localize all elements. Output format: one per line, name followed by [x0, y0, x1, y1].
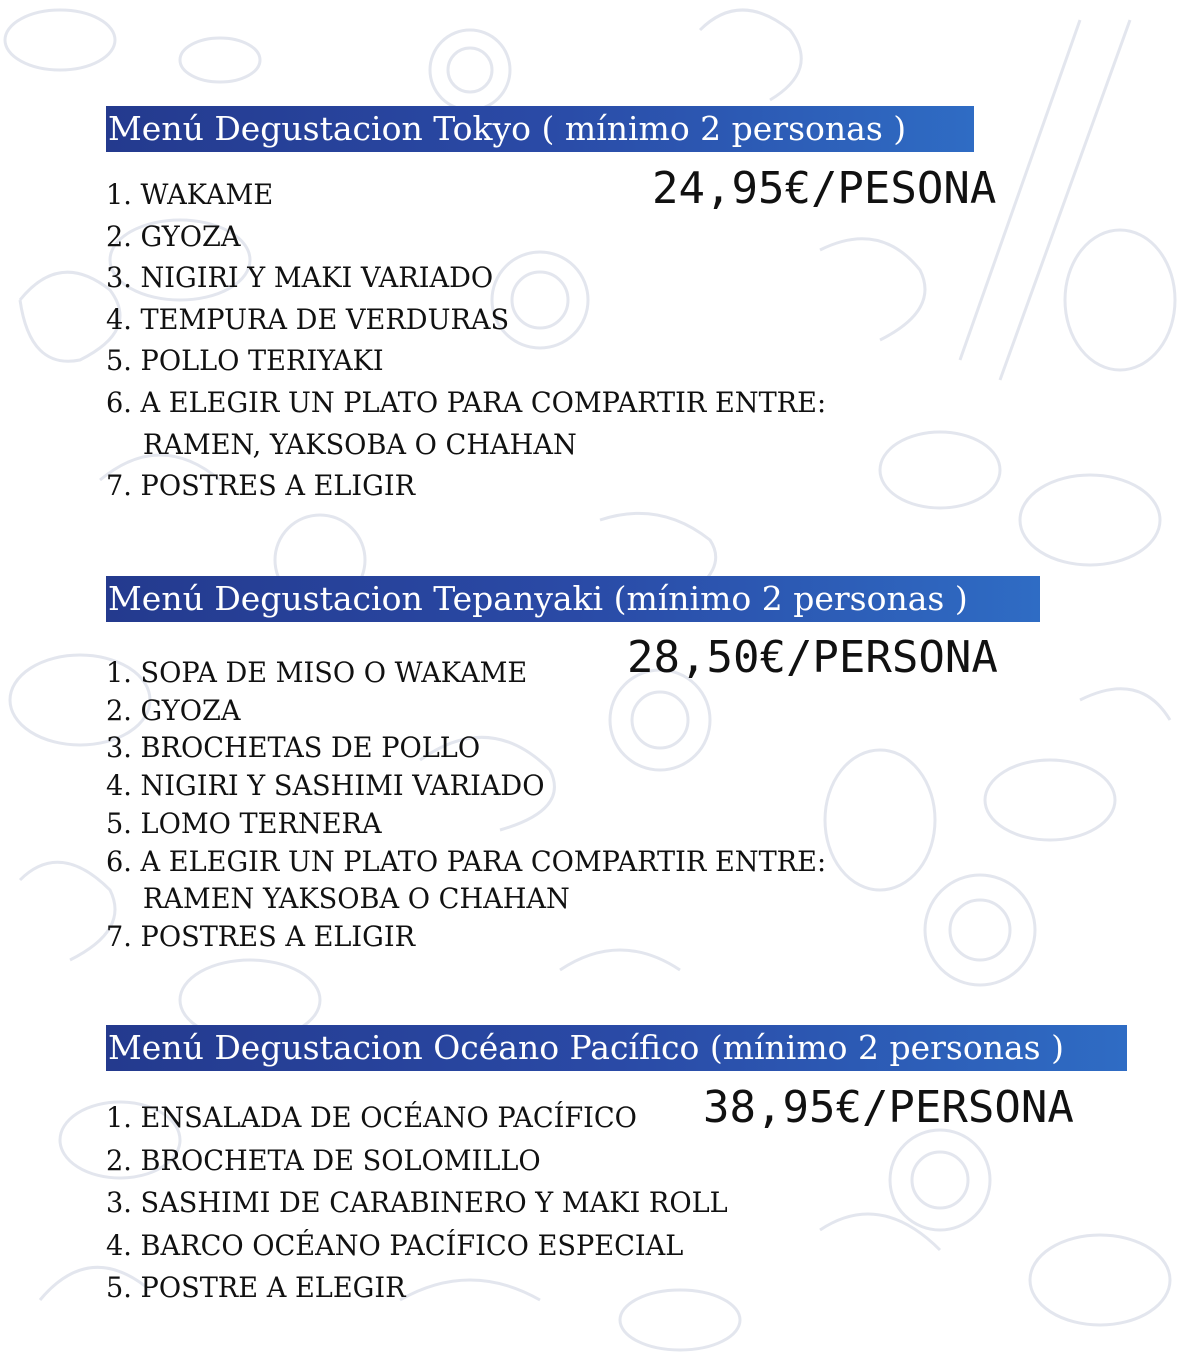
menu-item-continuation: RAMEN YAKSOBA O CHAHAN — [142, 882, 570, 916]
menu-item: 7. POSTRES A ELIGIR — [106, 919, 416, 953]
menu-item: 5. LOMO TERNERA — [106, 806, 382, 840]
menu-tokyo-price: 24,95€/PESONA — [652, 163, 997, 214]
menu-item: 5. POSTRE A ELEGIR — [106, 1271, 406, 1304]
menu-tepanyaki-items — [106, 654, 848, 956]
menu-item: 7. POSTRES A ELIGIR — [106, 469, 416, 503]
menu-item-text: 6. A ELEGIR UN PLATO PARA COMPARTIR ENTRE: — [106, 844, 827, 878]
menu-item-continuation: RAMEN, YAKSOBA O CHAHAN — [142, 427, 577, 461]
menu-item: 3. NIGIRI Y MAKI VARIADO — [106, 261, 494, 295]
menu-oceano-pacifico-title: Menú Degustacion Océano Pacífico (mínimo 2 personas ) — [106, 1025, 1127, 1071]
menu-item — [106, 382, 826, 465]
menu-item: 1. WAKAME — [106, 178, 274, 211]
menu-item: 4. NIGIRI Y SASHIMI VARIADO — [106, 769, 545, 803]
menu-item: 3. BROCHETAS DE POLLO — [106, 731, 481, 765]
menu-item: 3. SASHIMI DE CARABINERO Y MAKI ROLL — [106, 1186, 728, 1219]
menu-oceano-pacifico-items — [106, 1097, 747, 1310]
menu-item: 1. ENSALADA DE OCÉANO PACÍFICO — [106, 1101, 637, 1134]
menu-oceano-pacifico-price: 38,95€/PERSONA — [703, 1082, 1074, 1133]
menu-tepanyaki-title: Menú Degustacion Tepanyaki (mínimo 2 personas ) — [106, 576, 1040, 622]
menu-tokyo-items — [106, 174, 848, 507]
menu-item — [106, 843, 826, 918]
menu-item: 2. GYOZA — [106, 693, 241, 727]
menu-item-text: 6. A ELEGIR UN PLATO PARA COMPARTIR ENTRE: — [106, 385, 827, 419]
menu-item: 4. TEMPURA DE VERDURAS — [106, 302, 510, 336]
menu-item: 5. POLLO TERIYAKI — [106, 344, 384, 378]
menu-item: 2. GYOZA — [106, 219, 241, 253]
menu-item: 1. SOPA DE MISO O WAKAME — [106, 656, 528, 689]
menu-item: 4. BARCO OCÉANO PACÍFICO ESPECIAL — [106, 1228, 684, 1262]
menu-item: 2. BROCHETA DE SOLOMILLO — [106, 1143, 541, 1177]
menu-tepanyaki-price: 28,50€/PERSONA — [627, 632, 998, 683]
menu-tokyo-title: Menú Degustacion Tokyo ( mínimo 2 personas ) — [106, 106, 974, 152]
